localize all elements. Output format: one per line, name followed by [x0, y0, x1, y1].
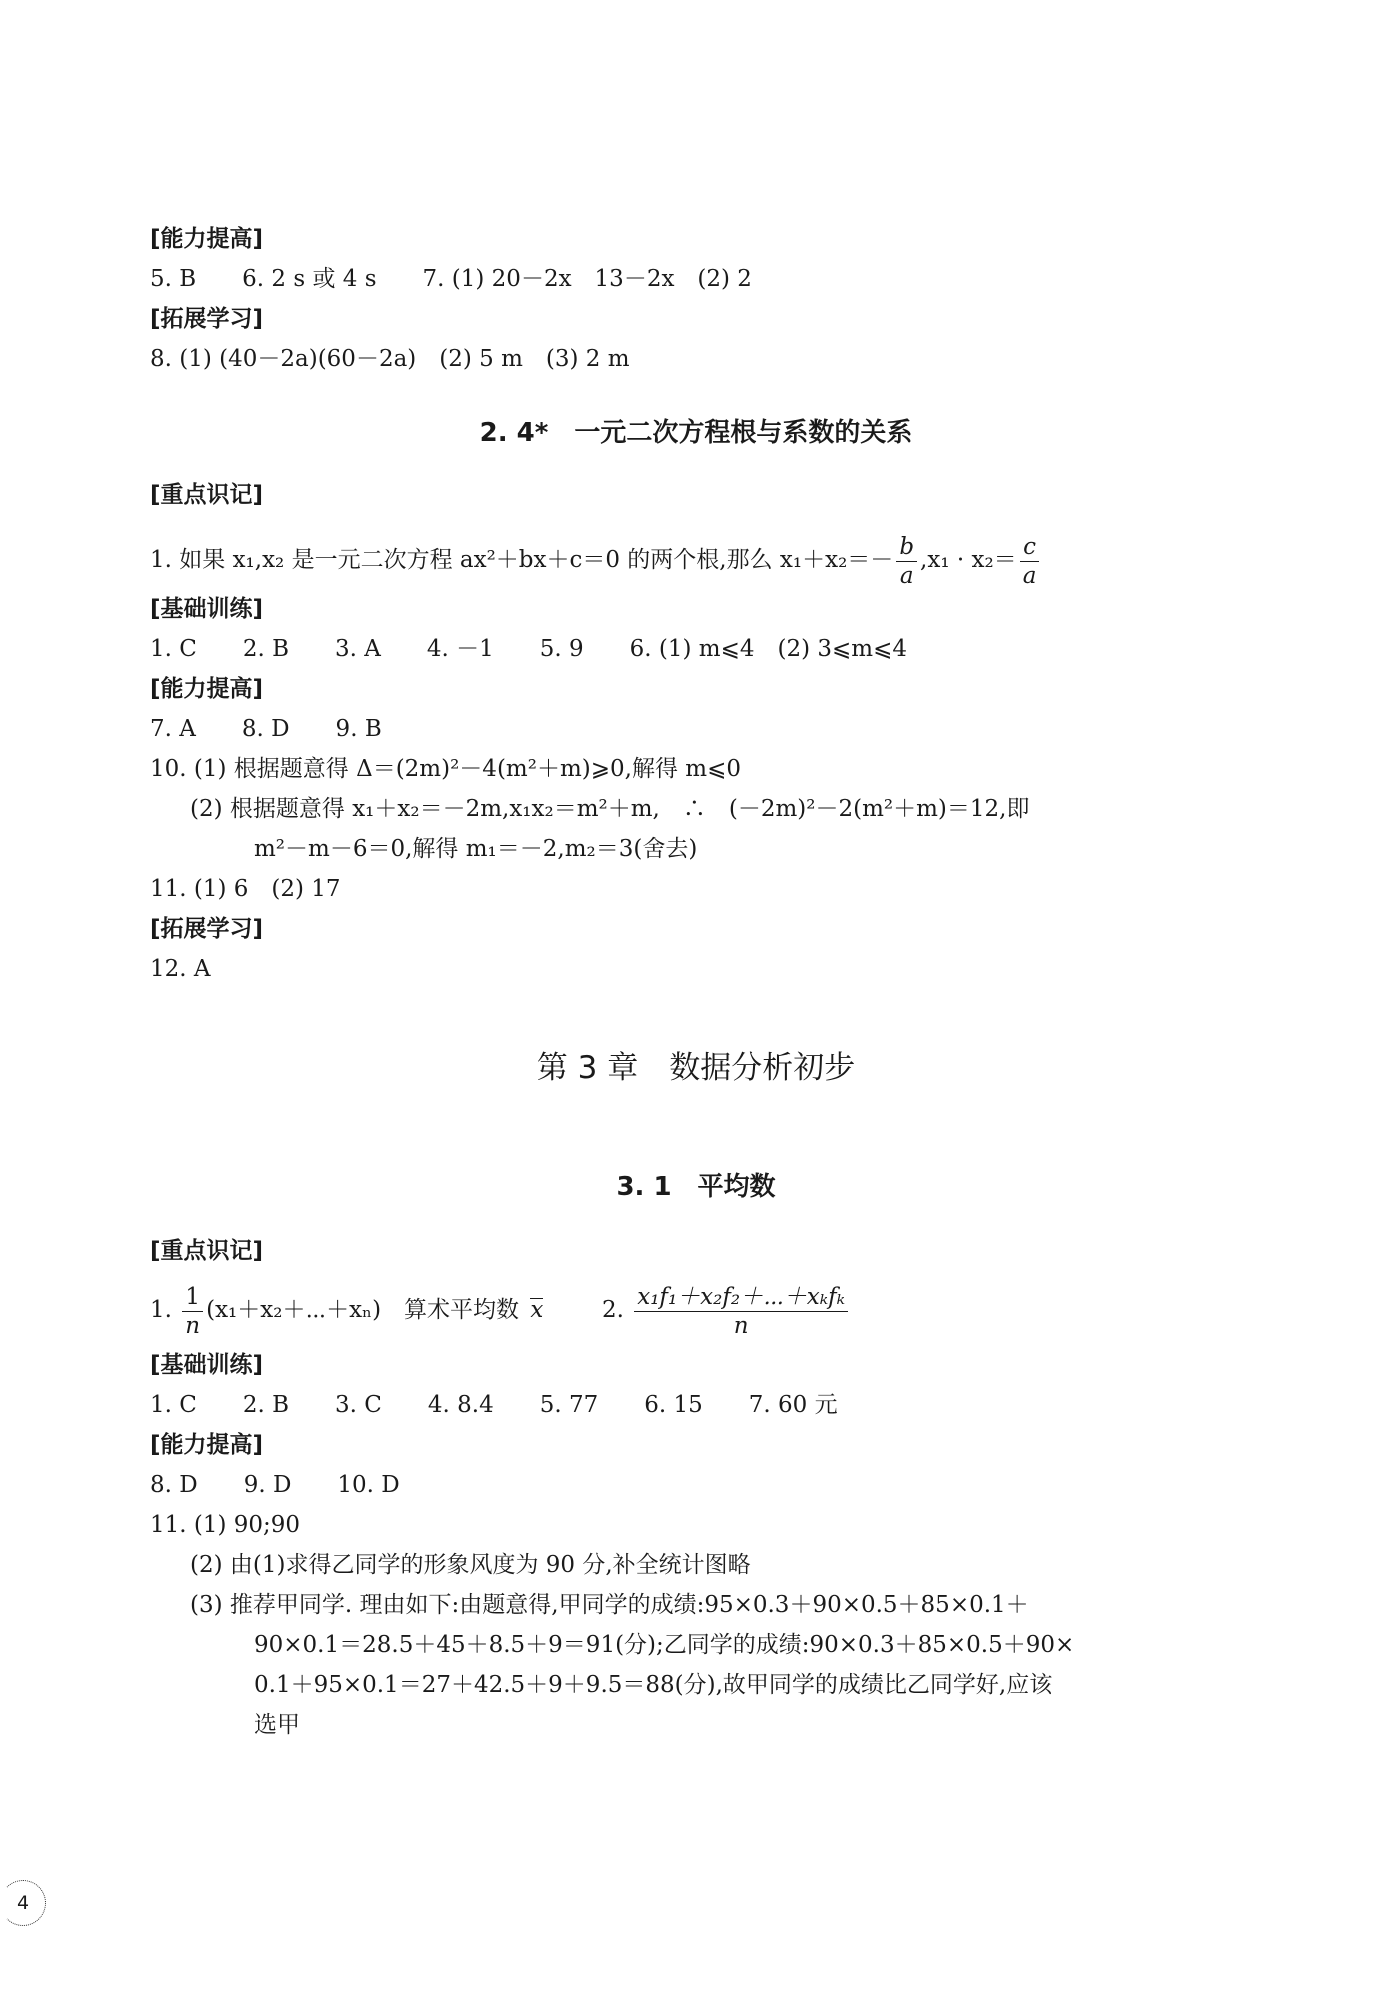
answer-line: 7. A 8. D 9. B	[150, 716, 382, 742]
answer-line: 选甲	[254, 1712, 300, 1738]
fraction-denominator: a	[1022, 562, 1037, 589]
fraction-numerator: c	[1020, 533, 1040, 562]
answer-line: 0.1＋95×0.1＝27＋42.5＋9＋9.5＝88(分),故甲同学的成绩比乙同学好,应该	[254, 1672, 1053, 1698]
fraction-numerator: b	[896, 533, 917, 562]
section-title: 2. 4* 一元二次方程根与系数的关系	[479, 418, 913, 448]
fraction-numerator: x₁f₁＋x₂f₂＋⋯＋xₖfₖ	[634, 1283, 848, 1312]
fraction	[182, 1283, 203, 1340]
fraction-denominator: a	[899, 562, 914, 589]
answer-line: 11. (1) 6 (2) 17	[150, 876, 341, 902]
answer-line-formula	[150, 1280, 851, 1340]
category-extend: [拓展学习]	[150, 306, 264, 332]
answer-line: 8. (1) (40－2a)(60－2a) (2) 5 m (3) 2 m	[150, 346, 630, 372]
answer-line: 12. A	[150, 956, 211, 982]
fraction-denominator: n	[185, 1312, 201, 1339]
answer-line: 1. C 2. B 3. C 4. 8.4 5. 77 6. 15 7. 60 元	[150, 1392, 838, 1418]
fraction-numerator: 1	[182, 1283, 203, 1312]
category-ability: [能力提高]	[150, 1432, 264, 1458]
section-title: 3. 1 平均数	[616, 1172, 776, 1202]
category-key: [重点识记]	[150, 482, 264, 508]
answer-line: 8. D 9. D 10. D	[150, 1472, 400, 1498]
formula-text: 1. 如果 x₁,x₂ 是一元二次方程 ax²＋bx＋c＝0 的两个根,那么 x₁＋x₂＝－	[150, 547, 894, 573]
category-key: [重点识记]	[150, 1238, 264, 1264]
fraction	[634, 1283, 848, 1340]
x-bar-symbol: x	[530, 1297, 544, 1323]
category-basic: [基础训练]	[150, 1352, 264, 1378]
fraction	[896, 533, 917, 590]
answer-line: 5. B 6. 2 s 或 4 s 7. (1) 20－2x 13－2x (2) 2	[150, 266, 752, 292]
category-extend: [拓展学习]	[150, 916, 264, 942]
chapter-title: 第 3 章 数据分析初步	[536, 1050, 856, 1086]
answer-line: (3) 推荐甲同学. 理由如下:由题意得,甲同学的成绩:95×0.3＋90×0.5＋85×0.1＋	[190, 1592, 1029, 1618]
answer-line-formula	[150, 530, 1042, 590]
fraction	[1020, 533, 1040, 590]
item-label: 2.	[601, 1297, 624, 1323]
answer-line: (2) 由(1)求得乙同学的形象风度为 90 分,补全统计图略	[190, 1552, 751, 1578]
answer-line: 90×0.1＝28.5＋45＋8.5＋9＝91(分);乙同学的成绩:90×0.3＋85×0.5＋90×	[254, 1632, 1075, 1658]
formula-text: ,x₁ · x₂＝	[920, 547, 1017, 573]
page-number: 4	[0, 1880, 46, 1926]
item-label: 1.	[150, 1297, 172, 1323]
category-ability: [能力提高]	[150, 676, 264, 702]
answer-line: 11. (1) 90;90	[150, 1512, 301, 1538]
answer-line: 10. (1) 根据题意得 Δ＝(2m)²－4(m²＋m)⩾0,解得 m⩽0	[150, 756, 741, 782]
answer-line: m²－m－6＝0,解得 m₁＝－2,m₂＝3(舍去)	[254, 836, 698, 862]
answer-line: 1. C 2. B 3. A 4. －1 5. 9 6. (1) m⩽4 (2) 3⩽m⩽4	[150, 636, 908, 662]
fraction-denominator: n	[733, 1312, 749, 1339]
answer-line: (2) 根据题意得 x₁＋x₂＝－2m,x₁x₂＝m²＋m, ∴ (－2m)²－2(m²＋m)＝12,即	[190, 796, 1030, 822]
category-basic: [基础训练]	[150, 596, 264, 622]
formula-text: (x₁＋x₂＋⋯＋xₙ) 算术平均数	[206, 1297, 520, 1323]
category-ability: [能力提高]	[150, 226, 264, 252]
